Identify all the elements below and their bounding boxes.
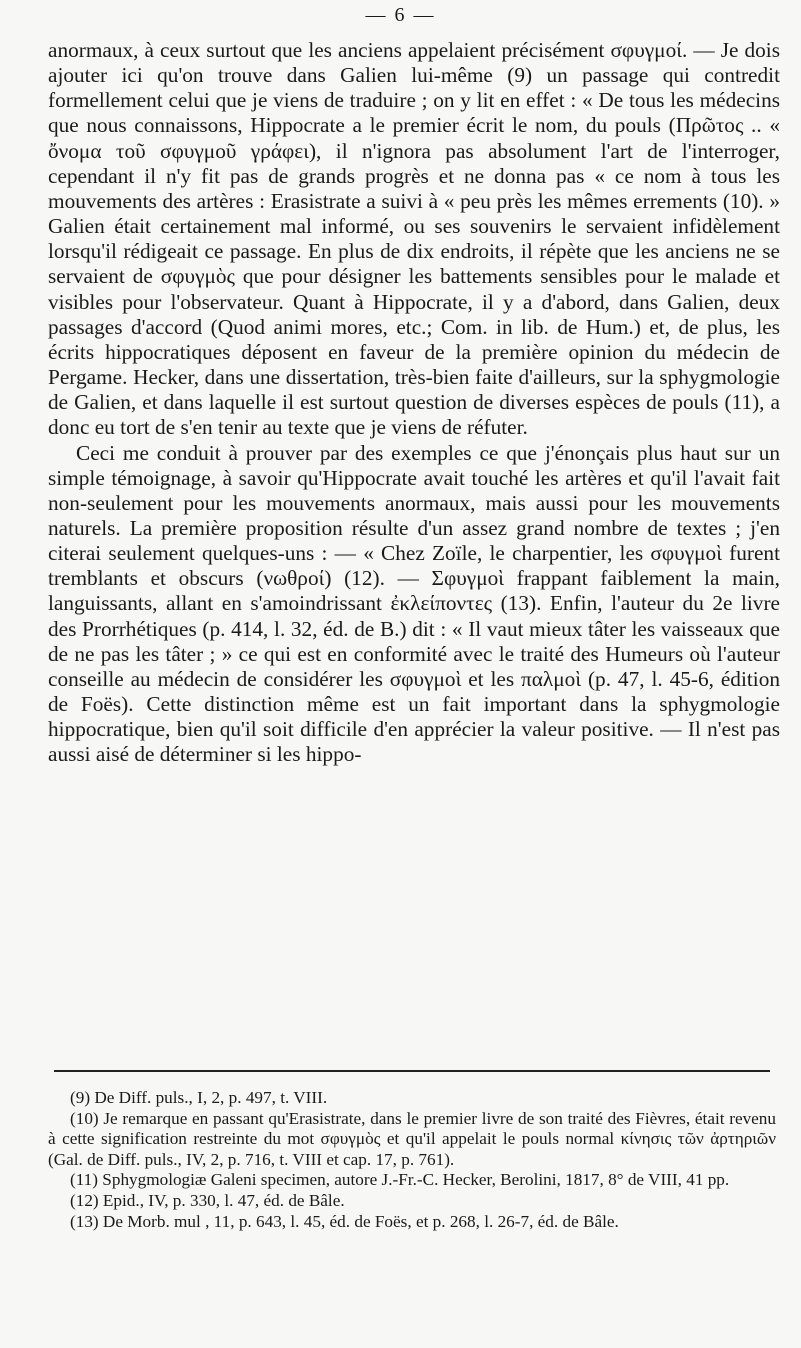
footnote-10: (10) Je remarque en passant qu'Erasistrate, dans le premier livre de son traité des Fièvres, était revenu à cette signification restreinte du mot σφυγμὸς et qu'il appelait le pouls normal κίνησις τῶν ἀρτηριῶν (Gal. de Diff. puls., IV, 2, p. 716, t. VIII et cap. 17, p. 761). <box>48 1108 776 1169</box>
footnote-11: (11) Sphygmologiæ Galeni specimen, autore J.-Fr.-C. Hecker, Berolini, 1817, 8° de VIII, 41 pp. <box>70 1170 730 1190</box>
paragraph-1: anormaux, à ceux surtout que les anciens appelaient précisément σφυγμοί. — Je dois ajouter ici qu'on trouve dans Galien lui-même (9) un passage qui contredit formellement celui que je viens de traduire ; on y lit en effet : « De tous les médecins que nous connaissons, Hippocrate a le premier écrit le nom, du pouls (Πρῶτος .. « ὄνομα τοῦ σφυγμοῦ γράφει), il n'ignora pas absolument l'art de l'interroger, cependant il n'y fit pas de grands progrès et ne donna pas « ce nom à tous les mouvements des artères : Erasistrate a suivi à « peu près les mêmes errements (10). » Galien était certainement mal informé, ou ses souvenirs le servaient infidèlement lorsqu'il rédigeait ce passage. En plus de dix endroits, il répète que les anciens ne se servaient de σφυγμὸς que pour désigner les battements sensibles pour le malade et visibles pour l'observateur. Quant à Hippocrate, il y a d'abord, dans Galien, deux passages d'accord (Quod animi mores, etc.; Com. in lib. de Hum.) et, de plus, les écrits hippocratiques déposent en faveur de la première opinion du médecin de Pergame. Hecker, dans une dissertation, très-bien faite d'ailleurs, sur la sphygmologie de Galien, et dans laquelle il est surtout question de diverses espèces de pouls (11), a donc eu tort de s'en tenir au texte que je viens de réfuter. <box>48 38 780 440</box>
footnote-13: (13) De Morb. mul , 11, p. 643, l. 45, éd. de Foës, et p. 268, l. 26-7, éd. de Bâle. <box>70 1211 619 1231</box>
footnote-12: (12) Epid., IV, p. 330, l. 47, éd. de Bâle. <box>70 1190 345 1210</box>
page-number: — 6 — <box>365 4 436 26</box>
footnote-9: (9) De Diff. puls., I, 2, p. 497, t. VIII. <box>70 1088 328 1107</box>
footnote-divider <box>54 1070 770 1072</box>
main-text <box>48 38 780 768</box>
footnotes <box>48 1088 776 1232</box>
paragraph-2: Ceci me conduit à prouver par des exemples ce que j'énonçais plus haut sur un simple témoignage, à savoir qu'Hippocrate avait touché les artères et qu'il l'avait fait non-seulement pour les mouvements anormaux, mais aussi pour les mouvements naturels. La première proposition résulte d'un assez grand nombre de textes ; j'en citerai seulement quelques-uns : — « Chez Zoïle, le charpentier, les σφυγμοὶ furent tremblants et obscurs (νωθροί) (12). — Σφυγμοὶ frappant faiblement la main, languissants, allant en s'amoindrissant ἐκλείποντες (13). Enfin, l'auteur du 2e livre des Prorrhétiques (p. 414, l. 32, éd. de B.) dit : « Il vaut mieux tâter les vaisseaux que de ne pas les tâter ; » ce qui est en conformité avec le traité des Humeurs où l'auteur conseille au médecin de considérer les σφυγμοὶ et les παλμοὶ (p. 47, l. 45-6, édition de Foës). Cette distinction même est un fait important dans la sphygmologie hippocratique, bien qu'il soit difficile d'en apprécier la valeur positive. — Il n'est pas aussi aisé de déterminer si les hippo- <box>48 440 780 767</box>
